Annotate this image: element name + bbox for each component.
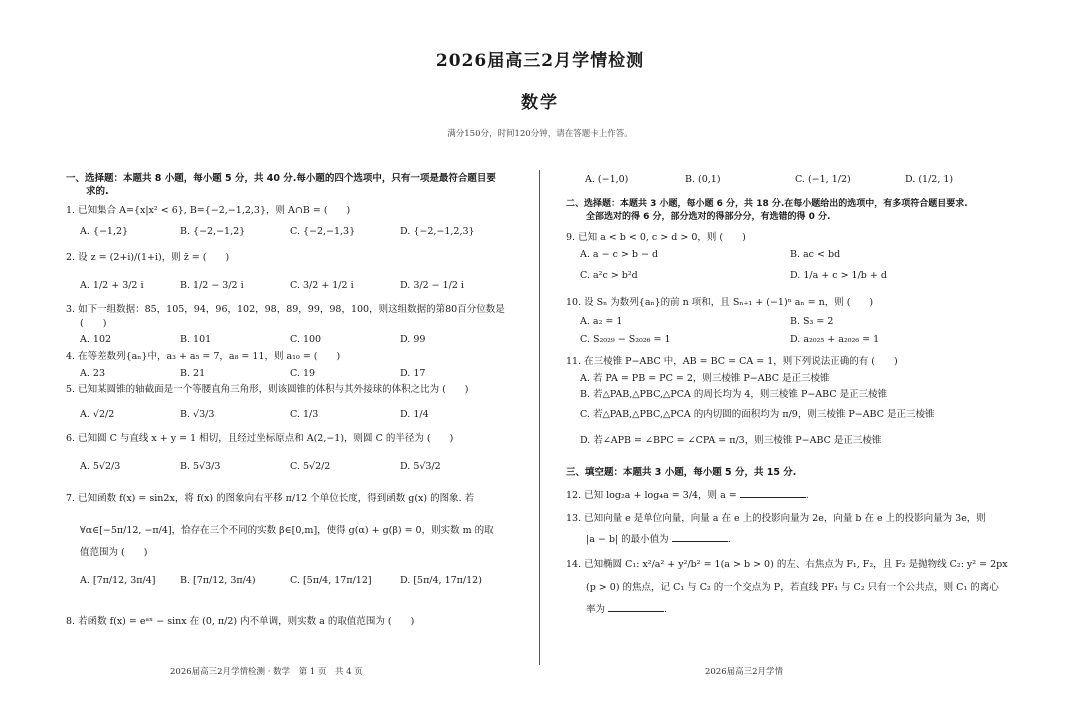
- q9-option-c[interactable]: C. a²c > b²d: [580, 270, 638, 281]
- q6-option-a[interactable]: A. 5√2/3: [80, 461, 121, 472]
- question-9: 9. 已知 a < b < 0, c > d > 0，则 ( ): [566, 232, 746, 243]
- q10-option-b[interactable]: B. S₃ = 2: [790, 316, 834, 327]
- question-12: 12. 已知 log₂a + log₄a = 3/4，则 a = .: [566, 490, 809, 501]
- q1-option-b[interactable]: B. {−2,−1,2}: [180, 226, 246, 237]
- question-8: 8. 若函数 f(x) = eᵃˣ − sinx 在 (0, π/2) 内不单调，则实数 a 的取值范围为 ( ): [66, 616, 415, 627]
- q10-option-d[interactable]: D. a₂₀₂₅ + a₂₀₂₆ = 1: [790, 334, 880, 345]
- q14-answer-blank[interactable]: [608, 602, 664, 612]
- q4-option-a[interactable]: A. 23: [80, 368, 105, 379]
- q6-option-d[interactable]: D. 5√3/2: [400, 461, 441, 472]
- q3-option-a[interactable]: A. 102: [80, 334, 112, 345]
- q10-option-a[interactable]: A. a₂ = 1: [580, 316, 623, 327]
- section-1-heading-cont: 求的.: [86, 186, 109, 197]
- q2-option-b[interactable]: B. 1/2 − 3/2 i: [180, 280, 244, 291]
- q4-option-c[interactable]: C. 19: [290, 368, 316, 379]
- question-5: 5. 已知某圆锥的轴截面是一个等腰直角三角形，则该圆锥的体积与其外接球的体积之比为 ( ): [66, 384, 469, 395]
- q11-option-d[interactable]: D. 若∠APB = ∠BPC = ∠CPA = π/3，则三棱锥 P−ABC 是正三棱锥: [580, 435, 882, 446]
- q5-option-a[interactable]: A. √2/2: [80, 409, 115, 420]
- q2-option-d[interactable]: D. 3/2 − 1/2 i: [400, 280, 464, 291]
- subject-title: 数学: [521, 93, 559, 113]
- question-14-text: 率为: [586, 604, 606, 615]
- question-3: 3. 如下一组数据：85，105，94，96，102，98，89，99，98，100，则这组数据的第80百分位数是: [66, 304, 505, 315]
- q7-option-a[interactable]: A. [7π/12, 3π/4]: [80, 575, 156, 586]
- q4-option-d[interactable]: D. 17: [400, 368, 426, 379]
- q5-option-b[interactable]: B. √3/3: [180, 409, 215, 420]
- q13-answer-blank[interactable]: [672, 532, 728, 542]
- question-11: 11. 在三棱锥 P−ABC 中，AB = BC = CA = 1，则下列说法正确的有 ( ): [566, 356, 898, 367]
- q9-option-a[interactable]: A. a − c > b − d: [580, 249, 659, 260]
- q7-option-c[interactable]: C. [5π/4, 17π/12]: [290, 575, 372, 586]
- score-note: 满分150分，时间120分钟，请在答题卡上作答。: [447, 129, 633, 139]
- question-4: 4. 在等差数列{aₙ}中，a₃ + a₅ = 7，a₈ = 11，则 a₁₀ = ( ): [66, 351, 341, 362]
- section-2-heading: 二、选择题：本题共 3 小题，每小题 6 分，共 18 分.在每小题给出的选项中，有多项符合题目要求.: [566, 199, 968, 209]
- q11-option-b[interactable]: B. 若△PAB,△PBC,△PCA 的周长均为 4，则三棱锥 P−ABC 是正三棱锥: [580, 389, 888, 400]
- question-7: 7. 已知函数 f(x) = sin2x，将 f(x) 的图象向右平移 π/12 个单位长度，得到函数 g(x) 的图象. 若: [66, 493, 475, 504]
- question-12-text: 12. 已知 log₂a + log₄a = 3/4，则 a =: [566, 490, 737, 501]
- q7-option-b[interactable]: B. [7π/12, 3π/4): [180, 575, 256, 586]
- section-2-heading-cont: 全部选对的得 6 分，部分选对的得部分分，有选错的得 0 分.: [586, 212, 831, 222]
- q8-option-c[interactable]: C. (−1, 1/2): [795, 174, 851, 185]
- q6-option-b[interactable]: B. 5√3/3: [180, 461, 221, 472]
- q5-option-d[interactable]: D. 1/4: [400, 409, 429, 420]
- question-13: 13. 已知向量 e 是单位向量，向量 a 在 e 上的投影向量为 2e，向量 b 在 e 上的投影向量为 3e，则: [566, 513, 986, 524]
- q3-option-d[interactable]: D. 99: [400, 334, 426, 345]
- q11-option-a[interactable]: A. 若 PA = PB = PC = 2，则三棱锥 P−ABC 是正三棱锥: [580, 373, 830, 384]
- q9-option-b[interactable]: B. ac < bd: [790, 249, 841, 260]
- q9-option-d[interactable]: D. 1/a + c > 1/b + d: [790, 270, 887, 281]
- q12-answer-blank[interactable]: [740, 488, 806, 498]
- question-10: 10. 设 Sₙ 为数列{aₙ}的前 n 项和，且 Sₙ₊₁ + (−1)ⁿ aₙ = n，则 ( ): [566, 297, 874, 308]
- page-footer-left: 2026届高三2月学情检测 · 数学 第 1 页 共 4 页: [170, 667, 363, 677]
- q8-option-b[interactable]: B. (0,1): [685, 174, 721, 185]
- section-3-heading: 三、填空题：本题共 3 小题，每小题 5 分，共 15 分.: [566, 467, 797, 478]
- question-13-cont: |a − b| 的最小值为 .: [586, 534, 731, 545]
- q8-option-a[interactable]: A. (−1,0): [585, 174, 629, 185]
- page-footer-right: 2026届高三2月学情: [705, 667, 784, 677]
- q7-option-d[interactable]: D. [5π/4, 17π/12): [400, 575, 482, 586]
- q3-option-b[interactable]: B. 101: [180, 334, 212, 345]
- q1-option-a[interactable]: A. {−1,2}: [80, 226, 129, 237]
- q11-option-c[interactable]: C. 若△PAB,△PBC,△PCA 的内切圆的面积均为 π/9，则三棱锥 P−ABC 是正三棱锥: [580, 409, 935, 420]
- question-14: 14. 已知椭圆 C₁: x²/a² + y²/b² = 1(a > b > 0) 的左、右焦点为 F₁, F₂，且 F₂ 是抛物线 C₂: y² = 2px: [566, 559, 1008, 570]
- question-14-cont: (p > 0) 的焦点，记 C₁ 与 C₂ 的一个交点为 P，若直线 PF₁ 与 C₂ 只有一个公共点，则 C₁ 的离心: [586, 582, 999, 593]
- question-2: 2. 设 z = (2+i)/(1+i)，则 z̄ = ( ): [66, 252, 230, 263]
- column-divider: [539, 170, 540, 665]
- question-13-text: |a − b| 的最小值为: [586, 534, 669, 545]
- question-14-cont-2: 率为 .: [586, 604, 668, 615]
- question-6: 6. 已知圆 C 与直线 x + y = 1 相切，且经过坐标原点和 A(2,−1)，则圆 C 的半径为 ( ): [66, 433, 454, 444]
- q4-option-b[interactable]: B. 21: [180, 368, 206, 379]
- q8-option-d[interactable]: D. (1/2, 1): [905, 174, 954, 185]
- q5-option-c[interactable]: C. 1/3: [290, 409, 319, 420]
- q6-option-c[interactable]: C. 5√2/2: [290, 461, 331, 472]
- page-title: 2026届高三2月学情检测: [435, 51, 645, 71]
- q10-option-c[interactable]: C. S₂₀₂₉ − S₂₀₂₆ = 1: [580, 334, 671, 345]
- question-1: 1. 已知集合 A={x|x² < 6}, B={−2,−1,2,3}，则 A∩B = ( ): [66, 205, 351, 216]
- q1-option-c[interactable]: C. {−2,−1,3}: [290, 226, 356, 237]
- q2-option-a[interactable]: A. 1/2 + 3/2 i: [80, 280, 144, 291]
- question-3-cont: ( ): [80, 318, 107, 329]
- question-7-cont: ∀α∈[−5π/12, −π/4]，恰存在三个不同的实数 β∈[0,m]，使得 g(α) + g(β) = 0，则实数 m 的取: [80, 525, 494, 536]
- section-1-heading: 一、选择题：本题共 8 小题，每小题 5 分，共 40 分.每小题的四个选项中，只有一项是最符合题目要: [66, 173, 496, 184]
- q2-option-c[interactable]: C. 3/2 + 1/2 i: [290, 280, 354, 291]
- question-7-cont-2: 值范围为 ( ): [80, 547, 148, 558]
- q1-option-d[interactable]: D. {−2,−1,2,3}: [400, 226, 475, 237]
- q3-option-c[interactable]: C. 100: [290, 334, 322, 345]
